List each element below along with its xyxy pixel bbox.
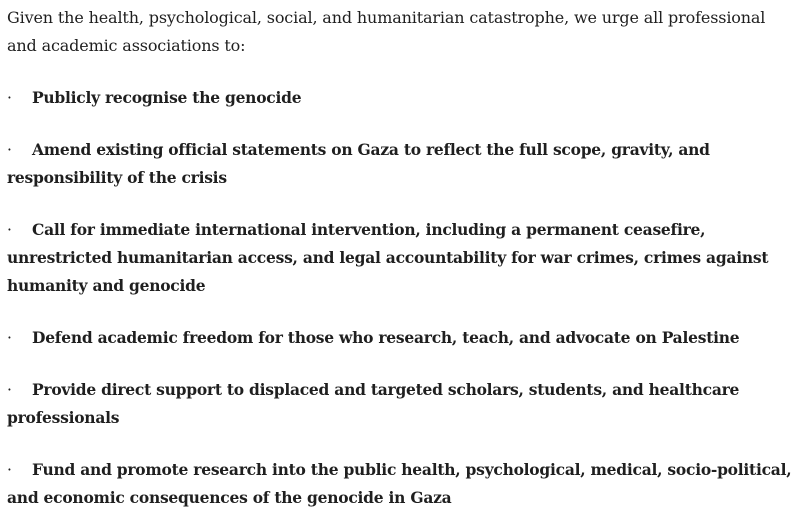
demand-item <box>7 456 804 512</box>
bullet-icon: · <box>7 461 12 479</box>
demand-text: Amend existing official statements on Gaza to reflect the full scope, gravity, and responsibility of the crisis <box>7 140 710 187</box>
bullet-icon: · <box>7 381 12 399</box>
demand-item <box>7 216 804 300</box>
bullet-icon: · <box>7 221 12 239</box>
demand-text: Fund and promote research into the public health, psychological, medical, socio-political, and economic consequences of the genocide in Gaza <box>7 460 792 507</box>
demand-text: Provide direct support to displaced and targeted scholars, students, and healthcare professionals <box>7 380 740 427</box>
bullet-icon: · <box>7 141 12 159</box>
intro-paragraph: Given the health, psychological, social, and humanitarian catastrophe, we urge all professional and academic associations to: <box>7 8 766 55</box>
bullet-icon: · <box>7 329 12 347</box>
demands-list <box>7 84 804 512</box>
demand-item <box>7 84 804 112</box>
demand-text: Publicly recognise the genocide <box>32 88 302 107</box>
bullet-icon: · <box>7 89 12 107</box>
demand-text: Defend academic freedom for those who research, teach, and advocate on Palestine <box>32 328 740 347</box>
demand-item <box>7 324 804 352</box>
demand-text: Call for immediate international intervention, including a permanent ceasefire, unrestricted humanitarian access, and legal accountability for war crimes, crimes against humanity and genocide <box>7 220 769 295</box>
demand-item <box>7 136 804 192</box>
demand-item <box>7 376 804 432</box>
